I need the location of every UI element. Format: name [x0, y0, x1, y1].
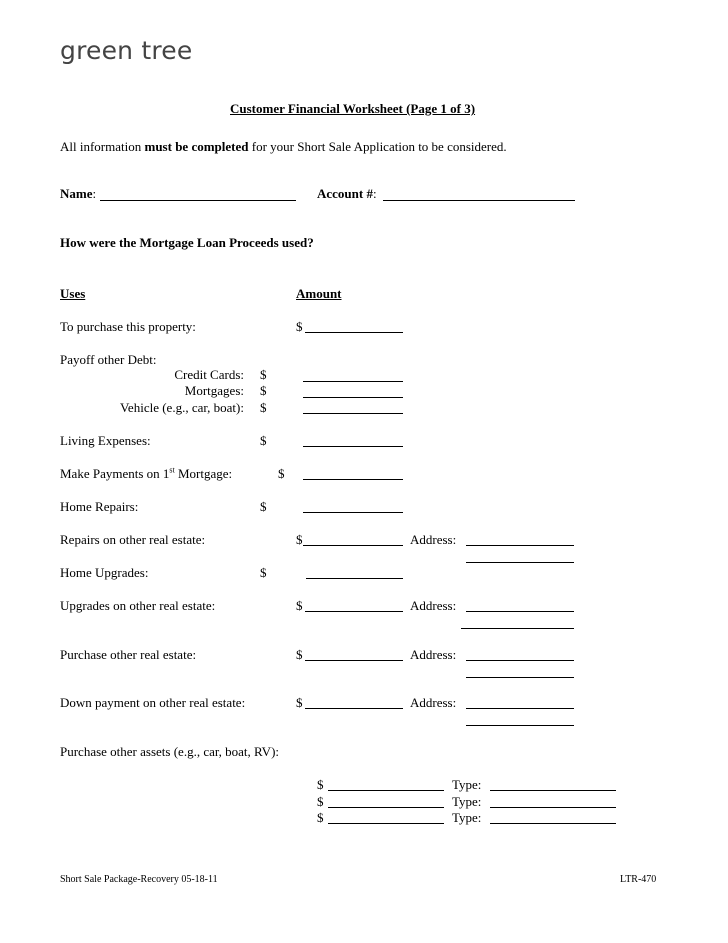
- account-field[interactable]: [383, 200, 575, 201]
- dollar-sign: $: [260, 367, 267, 382]
- amount-field-purchase-other[interactable]: [305, 660, 403, 661]
- row-label-home-upgrades: Home Upgrades:: [60, 565, 149, 580]
- dollar-sign: $: [317, 810, 324, 825]
- dollar-sign: $: [317, 777, 324, 792]
- row-label-upgrades-other: Upgrades on other real estate:: [60, 598, 216, 613]
- dollar-sign: $: [296, 695, 303, 710]
- type-label: Type:: [452, 794, 482, 809]
- address-field-purchase-line1[interactable]: [466, 660, 574, 661]
- address-field-repairs-line1[interactable]: [466, 545, 574, 546]
- dollar-sign: $: [296, 319, 303, 334]
- row-label-purchase-property: To purchase this property:: [60, 319, 196, 334]
- address-label: Address:: [410, 598, 457, 613]
- amount-field-asset-2[interactable]: [328, 807, 444, 808]
- intro-text: [60, 139, 507, 154]
- dollar-sign: $: [296, 532, 303, 547]
- dollar-sign: $: [260, 499, 267, 514]
- amount-field-home-upgrades[interactable]: [306, 578, 403, 579]
- row-label-living-expenses: Living Expenses:: [60, 433, 151, 448]
- amount-field-vehicle[interactable]: [303, 413, 403, 414]
- green-tree-logo: green tree: [60, 36, 193, 65]
- account-label: Account #:: [317, 186, 377, 201]
- dollar-sign: $: [260, 383, 267, 398]
- amount-field-repairs-other[interactable]: [303, 545, 403, 546]
- type-field-asset-3[interactable]: [490, 823, 616, 824]
- amount-field-asset-3[interactable]: [328, 823, 444, 824]
- type-label: Type:: [452, 810, 482, 825]
- amount-field-down-payment[interactable]: [305, 708, 403, 709]
- address-label: Address:: [410, 647, 457, 662]
- amount-header: Amount: [296, 286, 342, 301]
- row-label-purchase-assets: Purchase other assets (e.g., car, boat, RV):: [60, 744, 280, 759]
- row-label-credit-cards: Credit Cards:: [174, 367, 244, 382]
- intro-post: for your Short Sale Application to be considered.: [248, 139, 507, 154]
- address-label: Address:: [410, 695, 457, 710]
- amount-field-upgrades-other[interactable]: [305, 611, 403, 612]
- amount-field-asset-1[interactable]: [328, 790, 444, 791]
- row-label-home-repairs: Home Repairs:: [60, 499, 139, 514]
- row-label-mortgages: Mortgages:: [184, 383, 244, 398]
- address-field-repairs-line2[interactable]: [466, 562, 574, 563]
- intro-bold: must be completed: [144, 139, 249, 154]
- row-label-down-payment: Down payment on other real estate:: [60, 695, 246, 710]
- dollar-sign: $: [260, 433, 267, 448]
- row-label-vehicle: Vehicle (e.g., car, boat):: [119, 400, 244, 415]
- dollar-sign: $: [278, 466, 285, 481]
- name-field[interactable]: [100, 200, 296, 201]
- dollar-sign: $: [317, 794, 324, 809]
- type-field-asset-2[interactable]: [490, 807, 616, 808]
- address-field-purchase-line2[interactable]: [466, 677, 574, 678]
- type-field-asset-1[interactable]: [490, 790, 616, 791]
- footer-right: LTR-470: [620, 874, 657, 885]
- amount-field-living-expenses[interactable]: [303, 446, 403, 447]
- dollar-sign: $: [296, 647, 303, 662]
- page-title: Customer Financial Worksheet (Page 1 of 3): [230, 101, 476, 116]
- row-label-payoff-debt: Payoff other Debt:: [60, 352, 157, 367]
- address-label: Address:: [410, 532, 457, 547]
- uses-header: Uses: [60, 286, 86, 301]
- row-label-first-mortgage: Make Payments on 1st Mortgage:: [60, 465, 233, 481]
- type-label: Type:: [452, 777, 482, 792]
- row-label-repairs-other: Repairs on other real estate:: [60, 532, 206, 547]
- question-heading: How were the Mortgage Loan Proceeds used?: [60, 235, 314, 250]
- amount-field-first-mortgage[interactable]: [303, 479, 403, 480]
- name-label: Name:: [60, 186, 97, 201]
- address-field-down-line2[interactable]: [466, 725, 574, 726]
- address-field-upgrades-line2[interactable]: [461, 628, 574, 629]
- intro-pre: All information: [60, 139, 145, 154]
- footer-left: Short Sale Package-Recovery 05-18-11: [60, 874, 218, 885]
- amount-field-purchase-property[interactable]: [305, 332, 403, 333]
- address-field-down-line1[interactable]: [466, 708, 574, 709]
- dollar-sign: $: [260, 565, 267, 580]
- amount-field-home-repairs[interactable]: [303, 512, 403, 513]
- amount-field-mortgages[interactable]: [303, 397, 403, 398]
- address-field-upgrades-line1[interactable]: [466, 611, 574, 612]
- row-label-purchase-other: Purchase other real estate:: [60, 647, 197, 662]
- amount-field-credit-cards[interactable]: [303, 381, 403, 382]
- dollar-sign: $: [260, 400, 267, 415]
- dollar-sign: $: [296, 598, 303, 613]
